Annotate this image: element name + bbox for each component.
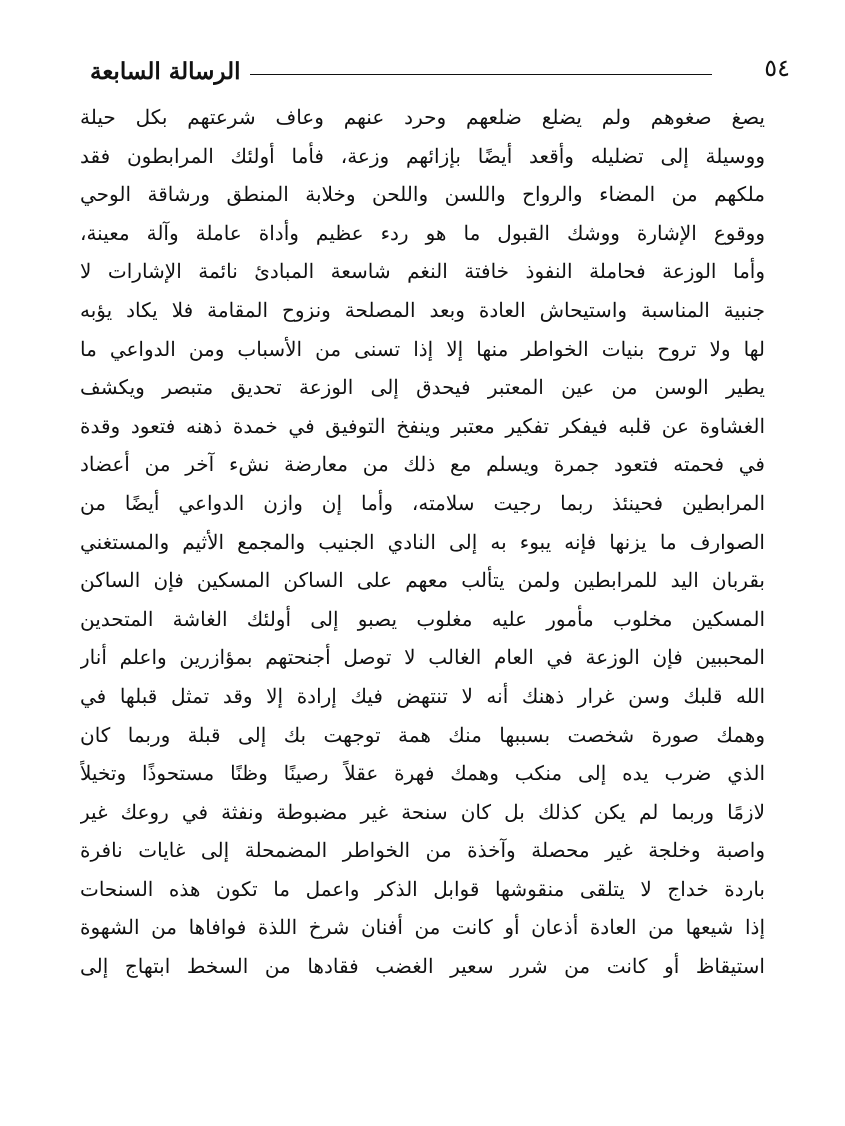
text-line: واصبة وخلجة غير محصلة وآخذة من الخواطر المضمحلة إلى غايات نافرة (80, 838, 765, 863)
text-line: المسكين مخلوب مأمور عليه مغلوب يصبو إلى أولئك الغاشة المتحدين (80, 606, 765, 631)
text-line: لازمًا وربما لم يكن كذلك بل كان سنحة غير مضبوطة ونفثة في روعك غير (80, 799, 765, 824)
text-line: الصوارف ما يزنها فإنه يبوء به إلى النادي الجنيب والمجمع الأثيم والمستغني (80, 529, 765, 554)
text-line: ملكهم من المضاء والرواح واللسن واللحن وخلابة المنطق ورشاقة الوحي (80, 182, 765, 207)
text-line: باردة خداج لا يتلقى منقوشها قوابل الذكر واعمل ما تكون هذه السنحات (80, 876, 765, 901)
text-line: بقربان اليد للمرابطين ولمن يتألب معهم على الساكن المسكين فإن الساكن (80, 568, 765, 593)
text-line: ووسيلة إلى تضليله وأقعد أيضًا بإزائهم وزعة، فأما أولئك المرابطون فقد (80, 143, 765, 168)
text-line: وهمك صورة شخصت بسببها منك همة توجهت بك إلى قبلة وربما كان (80, 722, 765, 747)
text-line: إذا شيعها من العادة أذعان أو كانت من أفنان شرخ اللذة فوافاها من الشهوة (80, 915, 765, 940)
page-number: ٥٤ (764, 54, 790, 82)
text-line: يصغ صغوهم ولم يضلع ضلعهم وحرد عنهم وعاف شرعتهم بكل حيلة (80, 105, 765, 129)
running-title-container (90, 58, 250, 85)
text-line: يطير الوسن من عين المعتبر فيحدق إلى الوزعة تحديق متبصر ويكشف (80, 375, 765, 400)
running-title: الرسالة السابعة (90, 58, 241, 85)
text-line: الله قلبك وسن غرار ذهنك أنه لا تنتهض فيك إرادة إلا وقد تمثل قبلها في (80, 683, 765, 708)
body-text (80, 98, 765, 986)
text-line: استيقاظ أو كانت من شرر سعير الغضب فقادها من السخط ابتهاج إلى (80, 954, 765, 979)
text-line: ووقوع الإشارة ووشك القبول ما هو ردء عظيم وأداة عاملة وآلة معينة، (80, 220, 765, 245)
text-line: لها ولا تروح بنيات الخواطر منها إلا إذا تسنى من الأسباب ومن الدواعي ما (80, 336, 765, 361)
page-header (90, 52, 790, 98)
header-rule (250, 74, 712, 75)
text-line: الغشاوة عن قلبه فيفكر تفكير معتبر وينفخ التوفيق في خمدة ذهنه فتعود وقدة (80, 413, 765, 438)
text-line: وأما الوزعة فحاملة النفوذ خافتة النغم شاسعة المبادئ نائمة الإشارات لا (80, 259, 765, 284)
text-line: المرابطين فحينئذ ربما رجيت سلامته، وأما إن وازن الدواعي أيضًا من (80, 490, 765, 515)
text-line: المحببين فإن الوزعة في العام الغالب لا توصل أجنحتهم بمؤازرين واعلم أنار (80, 645, 765, 670)
text-line: الذي ضرب يده إلى منكب وهمك فهرة عقلاً رصينًا وظنًا مستحوذًا وتخيلاً (80, 761, 765, 786)
text-line: جنبية المناسبة واستيحاش العادة وبعد المصلحة ونزوح المقامة فلا يكاد يؤبه (80, 297, 765, 322)
text-line: في فحمته فتعود جمرة ويسلم مع ذلك من معارضة نشء آخر من أعضاد (80, 452, 765, 477)
